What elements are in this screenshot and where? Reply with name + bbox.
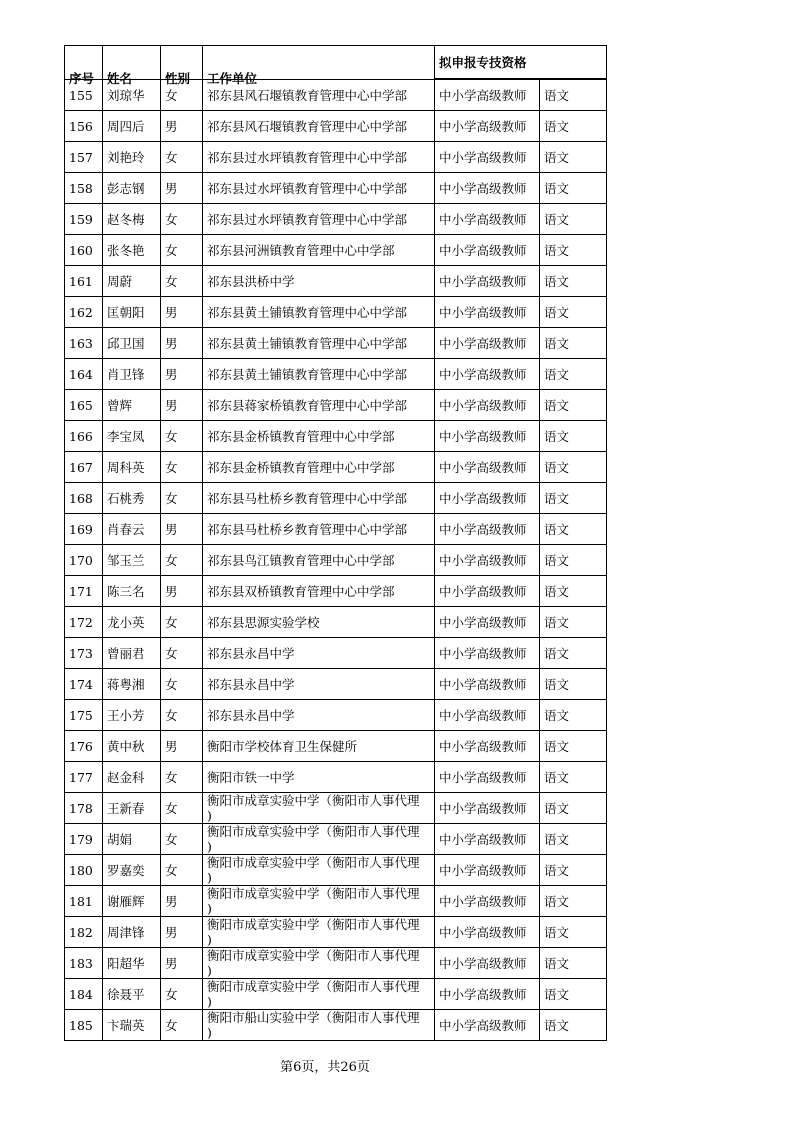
cell-unit: 祁东县思源实验学校 — [203, 607, 435, 638]
cell-title: 中小学高级教师 — [435, 452, 540, 483]
cell-seq: 161 — [65, 266, 103, 297]
cell-name: 王小芳 — [103, 700, 161, 731]
cell-name: 罗嘉奕 — [103, 855, 161, 886]
cell-gender: 女 — [161, 793, 203, 824]
cell-title: 中小学高级教师 — [435, 607, 540, 638]
cell-subject: 语文 — [540, 979, 607, 1010]
cell-title: 中小学高级教师 — [435, 111, 540, 142]
table-row — [65, 545, 607, 576]
cell-gender: 男 — [161, 328, 203, 359]
cell-seq: 180 — [65, 855, 103, 886]
cell-name: 邱卫国 — [103, 328, 161, 359]
cell-seq: 183 — [65, 948, 103, 979]
cell-title: 中小学高级教师 — [435, 576, 540, 607]
cell-subject: 语文 — [540, 514, 607, 545]
cell-name: 谢雁辉 — [103, 886, 161, 917]
cell-gender: 男 — [161, 731, 203, 762]
cell-name: 彭志钢 — [103, 173, 161, 204]
cell-name: 王新春 — [103, 793, 161, 824]
cell-gender: 男 — [161, 359, 203, 390]
cell-unit: 祁东县黄土铺镇教育管理中心中学部 — [203, 359, 435, 390]
cell-title: 中小学高级教师 — [435, 390, 540, 421]
cell-unit-line1: 衡阳市成章实验中学（衡阳市人事代理 — [207, 824, 420, 839]
cell-title: 中小学高级教师 — [435, 514, 540, 545]
cell-seq: 167 — [65, 452, 103, 483]
header-name: 姓名 — [103, 46, 161, 80]
cell-subject: 语文 — [540, 886, 607, 917]
cell-title: 中小学高级教师 — [435, 762, 540, 793]
table-row — [65, 979, 607, 1010]
cell-title: 中小学高级教师 — [435, 700, 540, 731]
cell-title: 中小学高级教师 — [435, 359, 540, 390]
cell-subject: 语文 — [540, 173, 607, 204]
cell-seq: 170 — [65, 545, 103, 576]
cell-subject: 语文 — [540, 390, 607, 421]
table-row — [65, 917, 607, 948]
table-row — [65, 266, 607, 297]
cell-title: 中小学高级教师 — [435, 824, 540, 855]
cell-subject: 语文 — [540, 669, 607, 700]
cell-seq: 169 — [65, 514, 103, 545]
cell-title: 中小学高级教师 — [435, 669, 540, 700]
cell-seq: 181 — [65, 886, 103, 917]
cell-seq: 160 — [65, 235, 103, 266]
roster-table — [64, 45, 607, 1041]
cell-unit-line2: ) — [207, 932, 212, 947]
cell-name: 黄中秋 — [103, 731, 161, 762]
table-row — [65, 948, 607, 979]
table-row — [65, 700, 607, 731]
cell-title: 中小学高级教师 — [435, 855, 540, 886]
cell-unit-line2: ) — [207, 901, 212, 916]
cell-seq: 164 — [65, 359, 103, 390]
cell-name: 曾辉 — [103, 390, 161, 421]
cell-title: 中小学高级教师 — [435, 545, 540, 576]
cell-unit — [203, 1010, 435, 1041]
cell-title: 中小学高级教师 — [435, 731, 540, 762]
cell-seq: 166 — [65, 421, 103, 452]
header-qualification: 拟申报专技资格 — [435, 46, 607, 79]
cell-subject: 语文 — [540, 731, 607, 762]
cell-name: 赵冬梅 — [103, 204, 161, 235]
cell-title: 中小学高级教师 — [435, 235, 540, 266]
header-row — [65, 46, 607, 79]
cell-name: 刘艳玲 — [103, 142, 161, 173]
cell-gender: 女 — [161, 266, 203, 297]
cell-title: 中小学高级教师 — [435, 638, 540, 669]
cell-unit: 祁东县河洲镇教育管理中心中学部 — [203, 235, 435, 266]
cell-unit: 祁东县黄土铺镇教育管理中心中学部 — [203, 328, 435, 359]
cell-subject: 语文 — [540, 142, 607, 173]
cell-name: 石桃秀 — [103, 483, 161, 514]
cell-unit: 祁东县蒋家桥镇教育管理中心中学部 — [203, 390, 435, 421]
cell-subject: 语文 — [540, 576, 607, 607]
cell-seq: 176 — [65, 731, 103, 762]
cell-gender: 女 — [161, 1010, 203, 1041]
cell-gender: 男 — [161, 514, 203, 545]
cell-seq: 178 — [65, 793, 103, 824]
table-row — [65, 328, 607, 359]
cell-title: 中小学高级教师 — [435, 793, 540, 824]
cell-unit: 祁东县鸟江镇教育管理中心中学部 — [203, 545, 435, 576]
cell-seq: 175 — [65, 700, 103, 731]
cell-gender: 女 — [161, 142, 203, 173]
cell-name: 匡朝阳 — [103, 297, 161, 328]
table-row — [65, 576, 607, 607]
cell-seq: 168 — [65, 483, 103, 514]
cell-gender: 男 — [161, 948, 203, 979]
cell-subject: 语文 — [540, 793, 607, 824]
cell-unit-line1: 衡阳市成章实验中学（衡阳市人事代理 — [207, 948, 420, 963]
cell-gender: 男 — [161, 886, 203, 917]
cell-name: 阳超华 — [103, 948, 161, 979]
cell-seq: 182 — [65, 917, 103, 948]
cell-unit: 祁东县永昌中学 — [203, 700, 435, 731]
table-row — [65, 514, 607, 545]
cell-unit — [203, 917, 435, 948]
cell-seq: 155 — [65, 80, 103, 111]
cell-unit-line1: 衡阳市成章实验中学（衡阳市人事代理 — [207, 855, 420, 870]
cell-unit-line2: ) — [207, 808, 212, 823]
cell-unit-line2: ) — [207, 839, 212, 854]
cell-unit: 祁东县洪桥中学 — [203, 266, 435, 297]
cell-unit — [203, 793, 435, 824]
cell-gender: 女 — [161, 607, 203, 638]
cell-gender: 女 — [161, 979, 203, 1010]
table-row — [65, 80, 607, 111]
cell-name: 卞瑞英 — [103, 1010, 161, 1041]
page-footer: 第6页，共26页 — [280, 1060, 370, 1075]
cell-unit-line1: 衡阳市船山实验中学（衡阳市人事代理 — [207, 1010, 420, 1025]
cell-unit-line2: ) — [207, 994, 212, 1009]
cell-unit-line2: ) — [207, 1025, 212, 1040]
cell-seq: 162 — [65, 297, 103, 328]
cell-unit-line1: 衡阳市成章实验中学（衡阳市人事代理 — [207, 886, 420, 901]
cell-gender: 女 — [161, 80, 203, 111]
table-row — [65, 111, 607, 142]
cell-seq: 172 — [65, 607, 103, 638]
cell-gender: 女 — [161, 452, 203, 483]
cell-name: 周科英 — [103, 452, 161, 483]
cell-name: 邹玉兰 — [103, 545, 161, 576]
cell-name: 刘琼华 — [103, 80, 161, 111]
cell-gender: 男 — [161, 576, 203, 607]
cell-title: 中小学高级教师 — [435, 886, 540, 917]
cell-title: 中小学高级教师 — [435, 979, 540, 1010]
cell-gender: 女 — [161, 824, 203, 855]
cell-gender: 男 — [161, 111, 203, 142]
table-row — [65, 173, 607, 204]
cell-name: 肖卫锋 — [103, 359, 161, 390]
cell-unit-line1: 衡阳市成章实验中学（衡阳市人事代理 — [207, 793, 420, 808]
cell-subject: 语文 — [540, 917, 607, 948]
cell-title: 中小学高级教师 — [435, 1010, 540, 1041]
cell-subject: 语文 — [540, 421, 607, 452]
cell-subject: 语文 — [540, 483, 607, 514]
cell-name: 徐聂平 — [103, 979, 161, 1010]
cell-unit-line1: 衡阳市成章实验中学（衡阳市人事代理 — [207, 917, 420, 932]
cell-unit-line2: ) — [207, 870, 212, 885]
cell-subject: 语文 — [540, 204, 607, 235]
cell-title: 中小学高级教师 — [435, 948, 540, 979]
table-row — [65, 638, 607, 669]
cell-name: 陈三名 — [103, 576, 161, 607]
table-row — [65, 297, 607, 328]
cell-name: 蒋粤湘 — [103, 669, 161, 700]
cell-subject: 语文 — [540, 80, 607, 111]
cell-subject: 语文 — [540, 638, 607, 669]
table-row — [65, 669, 607, 700]
table-row — [65, 793, 607, 824]
cell-unit: 祁东县风石堰镇教育管理中心中学部 — [203, 80, 435, 111]
cell-name: 张冬艳 — [103, 235, 161, 266]
cell-subject: 语文 — [540, 855, 607, 886]
table-row — [65, 855, 607, 886]
cell-subject: 语文 — [540, 824, 607, 855]
cell-seq: 163 — [65, 328, 103, 359]
cell-unit: 祁东县永昌中学 — [203, 669, 435, 700]
cell-subject: 语文 — [540, 1010, 607, 1041]
table-row — [65, 762, 607, 793]
header-seq: 序号 — [65, 46, 103, 80]
cell-seq: 158 — [65, 173, 103, 204]
cell-subject: 语文 — [540, 607, 607, 638]
cell-gender: 女 — [161, 545, 203, 576]
table-row — [65, 731, 607, 762]
cell-seq: 173 — [65, 638, 103, 669]
cell-subject: 语文 — [540, 111, 607, 142]
cell-subject: 语文 — [540, 359, 607, 390]
cell-unit: 祁东县黄土铺镇教育管理中心中学部 — [203, 297, 435, 328]
cell-unit: 祁东县马杜桥乡教育管理中心中学部 — [203, 514, 435, 545]
cell-seq: 184 — [65, 979, 103, 1010]
cell-unit: 衡阳市铁一中学 — [203, 762, 435, 793]
cell-title: 中小学高级教师 — [435, 266, 540, 297]
cell-unit: 祁东县永昌中学 — [203, 638, 435, 669]
cell-subject: 语文 — [540, 297, 607, 328]
cell-unit: 祁东县风石堰镇教育管理中心中学部 — [203, 111, 435, 142]
cell-title: 中小学高级教师 — [435, 328, 540, 359]
cell-unit: 祁东县马杜桥乡教育管理中心中学部 — [203, 483, 435, 514]
cell-name: 赵金科 — [103, 762, 161, 793]
cell-seq: 156 — [65, 111, 103, 142]
roster-sheet — [64, 45, 606, 1041]
cell-unit — [203, 886, 435, 917]
cell-gender: 女 — [161, 669, 203, 700]
cell-gender: 女 — [161, 700, 203, 731]
cell-unit: 祁东县双桥镇教育管理中心中学部 — [203, 576, 435, 607]
cell-title: 中小学高级教师 — [435, 917, 540, 948]
cell-subject: 语文 — [540, 545, 607, 576]
cell-seq: 174 — [65, 669, 103, 700]
cell-seq: 185 — [65, 1010, 103, 1041]
cell-title: 中小学高级教师 — [435, 204, 540, 235]
cell-name: 周蔚 — [103, 266, 161, 297]
cell-unit: 祁东县金桥镇教育管理中心中学部 — [203, 452, 435, 483]
cell-title: 中小学高级教师 — [435, 173, 540, 204]
cell-name: 曾丽君 — [103, 638, 161, 669]
header-unit: 工作单位 — [203, 46, 435, 80]
cell-gender: 男 — [161, 297, 203, 328]
cell-title: 中小学高级教师 — [435, 421, 540, 452]
cell-title: 中小学高级教师 — [435, 483, 540, 514]
table-row — [65, 204, 607, 235]
cell-seq: 171 — [65, 576, 103, 607]
cell-unit: 衡阳市学校体育卫生保健所 — [203, 731, 435, 762]
cell-seq: 157 — [65, 142, 103, 173]
cell-name: 周津锋 — [103, 917, 161, 948]
cell-title: 中小学高级教师 — [435, 297, 540, 328]
cell-seq: 179 — [65, 824, 103, 855]
cell-name: 龙小英 — [103, 607, 161, 638]
cell-seq: 159 — [65, 204, 103, 235]
cell-gender: 女 — [161, 421, 203, 452]
cell-subject: 语文 — [540, 328, 607, 359]
cell-unit-line2: ) — [207, 963, 212, 978]
roster-body — [65, 80, 607, 1041]
cell-unit: 祁东县过水坪镇教育管理中心中学部 — [203, 142, 435, 173]
cell-subject: 语文 — [540, 762, 607, 793]
table-row — [65, 421, 607, 452]
cell-subject: 语文 — [540, 266, 607, 297]
table-row — [65, 824, 607, 855]
cell-subject: 语文 — [540, 235, 607, 266]
cell-name: 肖春云 — [103, 514, 161, 545]
table-row — [65, 390, 607, 421]
cell-gender: 女 — [161, 235, 203, 266]
header-gender: 性别 — [161, 46, 203, 80]
cell-unit: 祁东县金桥镇教育管理中心中学部 — [203, 421, 435, 452]
cell-unit-line1: 衡阳市成章实验中学（衡阳市人事代理 — [207, 979, 420, 994]
cell-subject: 语文 — [540, 948, 607, 979]
table-row — [65, 142, 607, 173]
cell-unit: 祁东县过水坪镇教育管理中心中学部 — [203, 173, 435, 204]
cell-title: 中小学高级教师 — [435, 142, 540, 173]
cell-unit — [203, 824, 435, 855]
cell-name: 周四后 — [103, 111, 161, 142]
cell-gender: 女 — [161, 762, 203, 793]
cell-unit: 祁东县过水坪镇教育管理中心中学部 — [203, 204, 435, 235]
cell-subject: 语文 — [540, 700, 607, 731]
cell-unit — [203, 979, 435, 1010]
cell-name: 胡娟 — [103, 824, 161, 855]
cell-gender: 女 — [161, 638, 203, 669]
table-row — [65, 359, 607, 390]
cell-gender: 男 — [161, 917, 203, 948]
cell-gender: 男 — [161, 390, 203, 421]
cell-seq: 165 — [65, 390, 103, 421]
table-row — [65, 483, 607, 514]
cell-gender: 男 — [161, 173, 203, 204]
cell-gender: 女 — [161, 855, 203, 886]
table-row — [65, 452, 607, 483]
cell-gender: 女 — [161, 483, 203, 514]
table-row — [65, 607, 607, 638]
table-row — [65, 886, 607, 917]
table-row — [65, 235, 607, 266]
cell-name: 李宝凤 — [103, 421, 161, 452]
cell-unit — [203, 948, 435, 979]
cell-unit — [203, 855, 435, 886]
table-row — [65, 1010, 607, 1041]
cell-subject: 语文 — [540, 452, 607, 483]
cell-seq: 177 — [65, 762, 103, 793]
cell-gender: 女 — [161, 204, 203, 235]
cell-title: 中小学高级教师 — [435, 80, 540, 111]
